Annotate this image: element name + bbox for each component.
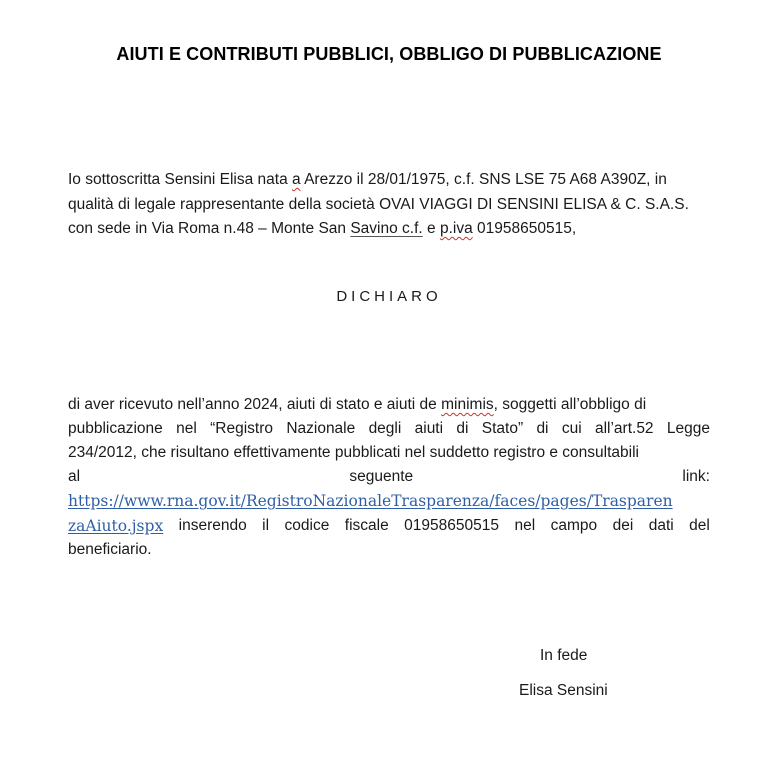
body-word: di [456, 420, 469, 437]
signatory-name: Elisa Sensini [519, 682, 608, 699]
intro-text: Io sottoscritta Sensini Elisa nata [68, 171, 293, 188]
body-line-4 [68, 465, 710, 489]
body-line-2 [68, 417, 710, 441]
page-title: AIUTI E CONTRIBUTI PUBBLICI, OBBLIGO DI PUBBLICAZIONE [116, 44, 662, 64]
body-word: campo [550, 517, 598, 534]
body-word: il [262, 517, 270, 534]
closing-text: In fede [540, 647, 588, 664]
body-text: 234/2012, che risultano effettivamente pubblicati nel suddetto registro e consultabili [68, 444, 639, 461]
body-word: aiuti [414, 420, 444, 437]
body-word: 01958650515 [404, 517, 499, 534]
spellcheck-word: p.iva [439, 220, 473, 237]
body-line-1 [68, 393, 646, 417]
intro-line-3 [68, 217, 576, 241]
intro-line-2 [68, 193, 689, 217]
body-word: del [689, 517, 710, 534]
body-word: Legge [666, 420, 710, 437]
body-line-5 [68, 489, 673, 514]
body-word: degli [368, 420, 402, 437]
body-word: pubblicazione [68, 420, 163, 437]
body-word: “Registro [210, 420, 273, 437]
body-line-6 [68, 514, 710, 538]
intro-text: e [422, 220, 440, 237]
body-word: Nazionale [286, 420, 356, 437]
body-word: cui [561, 420, 582, 437]
intro-text: 01958650515, [472, 220, 577, 237]
body-text: , soggetti all’obbligo di [493, 396, 647, 413]
body-word: nel [514, 517, 536, 534]
body-line-3 [68, 441, 639, 465]
body-word: dati [648, 517, 674, 534]
body-word: link: [682, 468, 710, 485]
body-word: al [68, 468, 81, 485]
spellcheck-word: minimis [441, 396, 494, 413]
body-word: codice [284, 517, 330, 534]
body-word: nel [176, 420, 197, 437]
underlined-word: Savino c.f. [350, 220, 423, 237]
body-text: di aver ricevuto nell’anno 2024, aiuti di stato e aiuti de [68, 396, 442, 413]
body-word: dei [612, 517, 634, 534]
declaration-heading: DICHIARO [336, 288, 442, 305]
body-word: inserendo [178, 517, 247, 534]
registry-link-part-2[interactable]: zaAiuto.jspx [68, 517, 164, 535]
registry-link-part-1[interactable]: https://www.rna.gov.it/RegistroNazionaleTrasparenza/faces/pages/Trasparen [68, 492, 673, 510]
body-word: di [536, 420, 549, 437]
intro-text: qualità di legale rappresentante della società OVAI VIAGGI DI SENSINI ELISA & C. S.A.S. [68, 196, 689, 213]
intro-line-1 [68, 168, 667, 192]
body-word: all’art.52 [594, 420, 654, 437]
body-line-7 [68, 538, 152, 562]
body-word: seguente [349, 468, 414, 485]
spellcheck-word: a [292, 171, 301, 188]
intro-text: Arezzo il 28/01/1975, c.f. SNS LSE 75 A68 A390Z, in [300, 171, 667, 188]
body-text: beneficiario. [68, 541, 152, 558]
body-word: fiscale [344, 517, 389, 534]
intro-text: con sede in Via Roma n.48 – Monte San [68, 220, 351, 237]
body-word: Stato” [481, 420, 524, 437]
